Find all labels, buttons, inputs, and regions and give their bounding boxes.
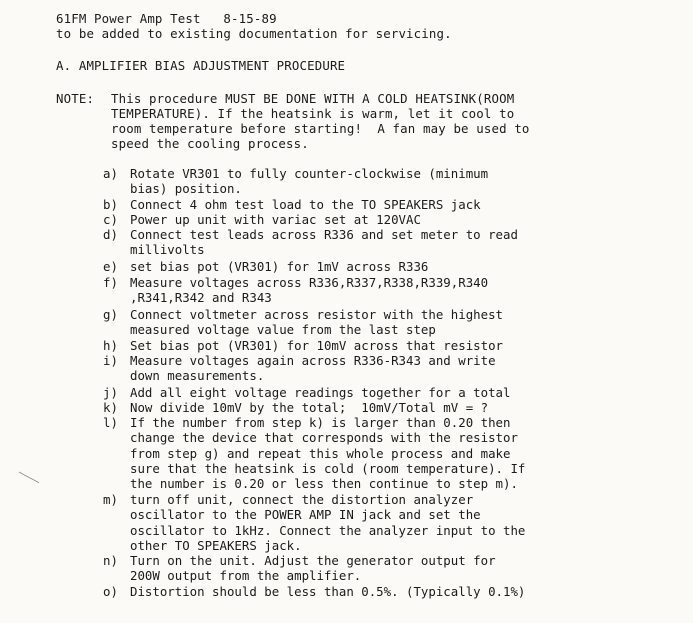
step-text-line: Power up unit with variac set at 120VAC (130, 212, 421, 227)
step-letter: f) (103, 275, 118, 290)
step-text-line: Measure voltages across R336,R337,R338,R339,R340 (130, 275, 489, 290)
note-line: speed the cooling process. (111, 136, 309, 151)
step-letter: o) (103, 584, 118, 599)
note-line: TEMPERATURE). If the heatsink is warm, let it cool to (111, 106, 515, 121)
step-letter: g) (103, 307, 118, 322)
step-letter: i) (103, 353, 118, 368)
step-text-line: Add all eight voltage readings together for a total (130, 385, 511, 400)
step-text-line: from step g) and repeat this whole process and make (130, 445, 511, 461)
step-text-line: millivolts (130, 242, 205, 258)
step-text-line: sure that the heatsink is cold (room temperature). If (130, 460, 526, 476)
step-letter: a) (103, 166, 118, 181)
step-text-line: Connect 4 ohm test load to the TO SPEAKERS jack (130, 197, 481, 212)
step-letter: k) (103, 400, 118, 415)
note-line: This procedure MUST BE DONE WITH A COLD HEATSINK(ROOM (111, 91, 515, 106)
step-text-line: oscillator to the POWER AMP IN jack and set the (130, 507, 481, 523)
step-text-line: Now divide 10mV by the total; 10mV/Total mV = ? (130, 400, 489, 415)
section-heading: A. AMPLIFIER BIAS ADJUSTMENT PROCEDURE (56, 58, 346, 73)
step-text-line: Distortion should be less than 0.5%. (Typically 0.1%) (130, 584, 526, 599)
step-text-line: Measure voltages again across R336-R343 and write (130, 353, 496, 368)
step-text-line: Rotate VR301 to fully counter-clockwise (minimum (130, 166, 489, 181)
step-text-line: Turn on the unit. Adjust the generator output for (130, 553, 496, 568)
step-letter: c) (103, 212, 118, 227)
step-text-line: 200W output from the amplifier. (130, 568, 362, 584)
step-text-line: measured voltage value from the last step (130, 322, 436, 338)
step-text-line: the number is 0.20 or less then continue to step m). (130, 476, 518, 492)
note-line: room temperature before starting! A fan may be used to (111, 121, 530, 136)
step-text-line: bias) position. (130, 181, 242, 197)
step-text-line: If the number from step k) is larger than 0.20 then (130, 415, 511, 430)
step-letter: h) (103, 338, 118, 353)
step-text-line: down measurements. (130, 368, 265, 384)
step-text-line: Connect test leads across R336 and set meter to read (130, 227, 518, 242)
document-subtitle: to be added to existing documentation for servicing. (56, 26, 452, 41)
step-letter: e) (103, 259, 118, 274)
step-text-line: set bias pot (VR301) for 1mV across R336 (130, 259, 429, 274)
step-text-line: ,R341,R342 and R343 (130, 290, 272, 306)
step-text-line: turn off unit, connect the distortion analyzer (130, 492, 474, 507)
step-letter: j) (103, 385, 118, 400)
step-text-line: Set bias pot (VR301) for 10mV across that resistor (130, 338, 503, 353)
step-letter: b) (103, 197, 118, 212)
document-title: 61FM Power Amp Test 8-15-89 (56, 11, 277, 26)
step-text-line: other TO SPEAKERS jack. (130, 537, 302, 553)
step-letter: d) (103, 227, 118, 242)
step-text-line: Connect voltmeter across resistor with the highest (130, 307, 503, 322)
step-text-line: oscillator to 1kHz. Connect the analyzer input to the (130, 522, 526, 538)
stray-pen-mark (18, 470, 40, 484)
step-letter: n) (103, 553, 118, 568)
note-label: NOTE: (56, 91, 95, 106)
step-letter: m) (103, 492, 118, 507)
step-letter: l) (103, 415, 118, 430)
step-text-line: change the device that corresponds with the resistor (130, 430, 518, 446)
